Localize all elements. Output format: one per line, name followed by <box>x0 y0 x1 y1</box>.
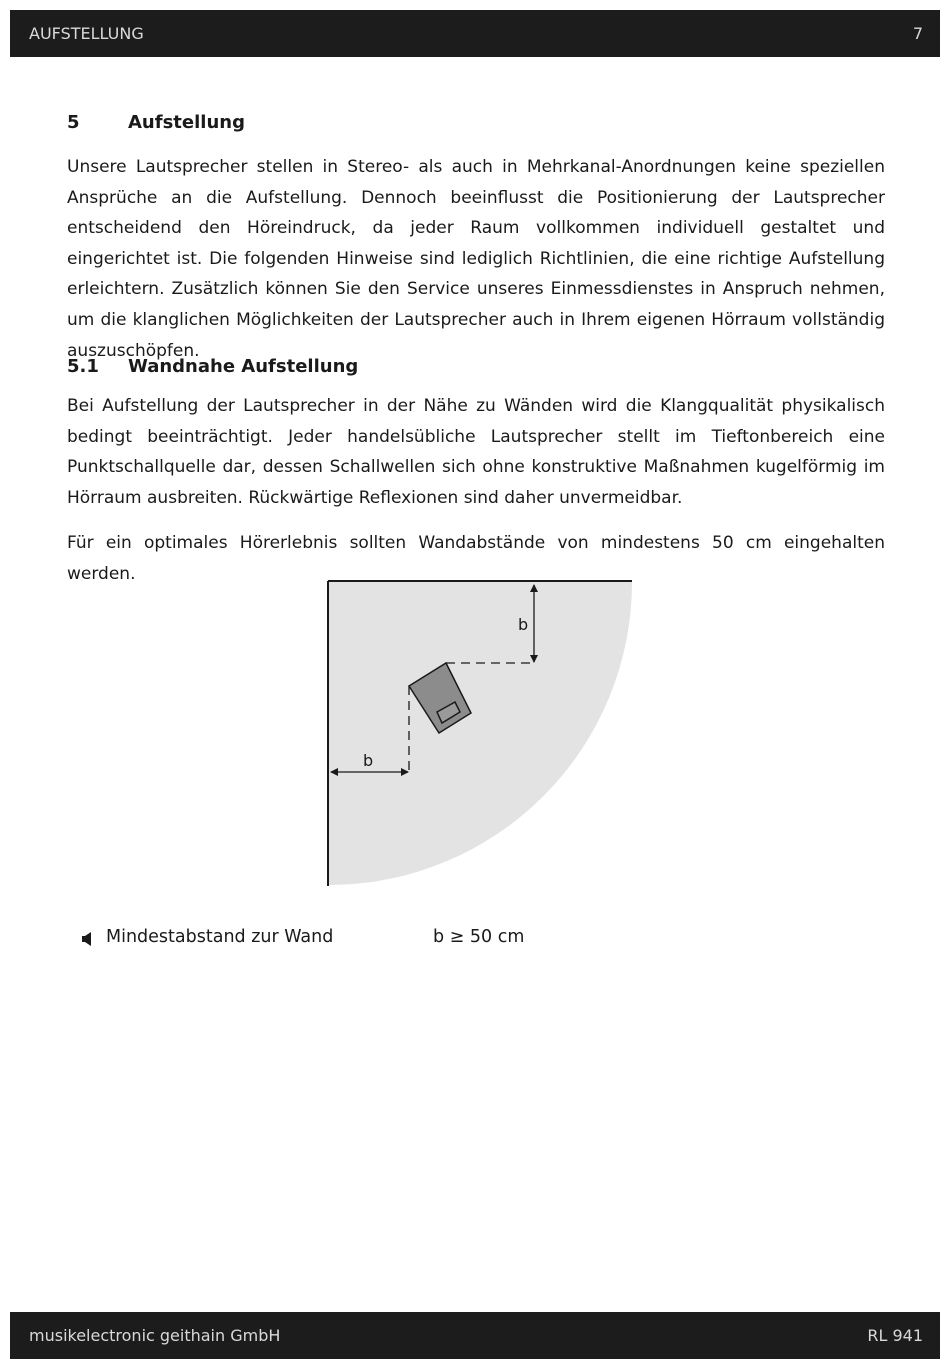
subsection-title: Wandnahe Aufstellung <box>128 356 359 377</box>
spec-value: b ≥ 50 cm <box>433 927 525 947</box>
footer-model: RL 941 <box>867 1326 923 1345</box>
subsection-paragraph-2: Für ein optimales Hörerlebnis sollten Wandabstände von mindestens 50 cm eingehalten werden. <box>67 533 885 584</box>
wall-distance-diagram <box>300 572 640 892</box>
section-heading <box>67 112 885 133</box>
footer-company: musikelectronic geithain GmbH <box>29 1326 281 1345</box>
side-dimension-label: b <box>363 751 374 770</box>
header-page-number: 7 <box>912 24 923 43</box>
subsection-heading <box>67 356 885 377</box>
spec-label: Mindestabstand zur Wand <box>106 927 334 947</box>
speaker-icon <box>80 931 94 947</box>
page-footer <box>10 1312 940 1359</box>
intro-paragraph: Unsere Lautsprecher stellen in Stereo- als auch in Mehrkanal-Anordnungen keine speziellen Ansprüche an die Aufstellung. Dennoch beeinflusst die Positionierung der Lautsprecher entscheidend den Höreindruck, da jeder Raum vollkommen individuell gestaltet und eingerichtet ist. Die folgenden Hinweise sind lediglich Richtlinien, die eine richtige Aufstellung erleichtern. Zusätzlich können Sie den Service unseres Einmessdienstes in Anspruch nehmen, um die klanglichen Möglichkeiten der Lautsprecher auch in Ihrem eigenen Hörraum vollständig auszuschöpfen. <box>67 157 885 361</box>
header-section-title: AUFSTELLUNG <box>29 24 144 43</box>
section-title: Aufstellung <box>128 112 245 133</box>
top-dimension-label: b <box>518 615 529 634</box>
section-number: 5 <box>67 112 80 133</box>
subsection-paragraph-1: Bei Aufstellung der Lautsprecher in der Nähe zu Wänden wird die Klangqualität physikalisch bedingt beeinträchtigt. Jeder handelsübliche Lautsprecher stellt im Tieftonbereich eine Punktschallquelle dar, dessen Schallwellen sich ohne konstruktive Maßnahmen kugelförmig im Hörraum ausbreiten. Rückwärtige Reflexionen sind daher unvermeidbar. <box>67 396 885 508</box>
subsection-number: 5.1 <box>67 356 99 377</box>
room-area <box>329 582 632 885</box>
page-header <box>10 10 940 57</box>
min-distance-spec <box>80 927 580 953</box>
